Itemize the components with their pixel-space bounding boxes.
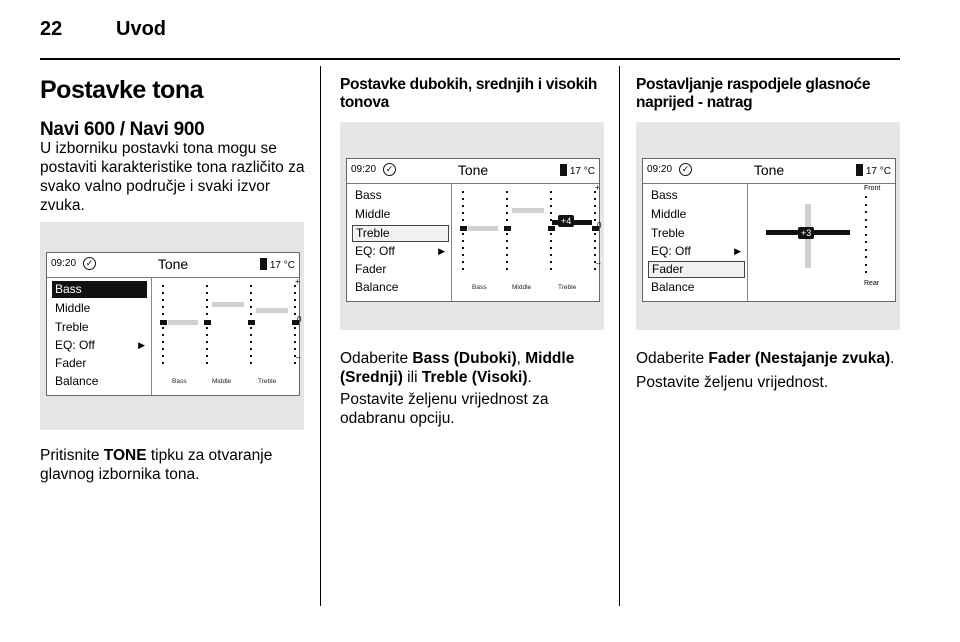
eq-label-middle: Middle (212, 378, 232, 385)
screen-topbar (643, 159, 895, 184)
eq-graph (152, 277, 302, 395)
fader-scale-dot (865, 271, 867, 273)
fader-scale-dot (865, 196, 867, 198)
eq-scale-dot (206, 334, 208, 336)
screen-temp: 17 °C (560, 164, 595, 177)
eq-scale-dot (550, 233, 552, 235)
menu-item-fader[interactable]: Fader (55, 356, 87, 370)
eq-bar-middle (512, 208, 544, 213)
screen-title: Tone (457, 162, 489, 178)
eq-scale-dot (594, 240, 596, 242)
eq-scale-dot (206, 292, 208, 294)
check-circle-icon: ✓ (83, 257, 96, 270)
page-title: Postavke tona (40, 76, 204, 104)
eq-scale-dot (294, 334, 296, 336)
eq-scale-dot (550, 268, 552, 270)
eq-scale-dot (594, 219, 596, 221)
eq-scale-dot (506, 233, 508, 235)
eq-scale-dot (462, 205, 464, 207)
section-title: Uvod (116, 18, 166, 40)
menu-item-balance[interactable]: Balance (355, 280, 399, 294)
col3-para-1: Odaberite Fader (Nestajanje zvuka). (636, 350, 895, 367)
fader-scale-dot (865, 241, 867, 243)
eq-scale-dot (462, 247, 464, 249)
column-divider-1 (320, 66, 321, 606)
col2-para-1: Odaberite Bass (Duboki), Middle (Srednji) ili Treble (Visoki). (340, 350, 575, 386)
eq-scale-dot (250, 348, 252, 350)
eq-center-marker (460, 226, 467, 231)
model-subtitle: Navi 600 / Navi 900 (40, 119, 205, 140)
eq-scale-dot (506, 191, 508, 193)
eq-scale-dot (550, 247, 552, 249)
eq-scale-dot (250, 355, 252, 357)
eq-scale-dot (506, 198, 508, 200)
eq-scale-dot (294, 299, 296, 301)
screen-title: Tone (157, 256, 189, 272)
tone-button-paragraph: Pritisnite TONE tipku za otvaranje glavnog izbornika tona. (40, 447, 273, 483)
eq-scale-dot (594, 205, 596, 207)
fader-scale-dot (865, 204, 867, 206)
eq-scale-dot (294, 348, 296, 350)
eq-scale-dot (162, 362, 164, 364)
fader-scale-dot (865, 234, 867, 236)
treble-screen (346, 158, 600, 302)
plus-label: + (295, 277, 300, 286)
zero-label: 0 (297, 315, 302, 324)
eq-scale-dot (594, 212, 596, 214)
eq-center-marker (160, 320, 167, 325)
fader-scale-dot (865, 211, 867, 213)
eq-scale-dot (206, 285, 208, 287)
right-arrow-icon: ▶ (734, 246, 741, 256)
eq-scale-dot (506, 240, 508, 242)
eq-scale-dot (294, 327, 296, 329)
eq-scale-dot (162, 341, 164, 343)
eq-scale-dot (550, 212, 552, 214)
eq-scale-dot (462, 268, 464, 270)
eq-scale-dot (550, 240, 552, 242)
eq-label-middle: Middle (512, 284, 532, 291)
eq-scale-dot (294, 292, 296, 294)
col2-heading: Postavke dubokih, srednjih i visokih tonova (340, 76, 598, 111)
treble-value-badge: +4 (558, 215, 574, 227)
zero-label: 0 (597, 221, 602, 230)
menu-item-middle[interactable]: Middle (651, 207, 687, 221)
eq-bar-treble (256, 308, 288, 313)
fader-screen (642, 158, 896, 302)
eq-scale-dot (550, 261, 552, 263)
menu-item-bass[interactable]: Bass (355, 188, 382, 202)
eq-scale-dot (162, 285, 164, 287)
col2-para-2: Postavite željenu vrijednost za odabranu opciju. (340, 391, 549, 427)
eq-label-treble: Treble (558, 284, 577, 291)
tone-menu (347, 184, 452, 301)
screen-temp: 17 °C (856, 164, 891, 177)
eq-scale-dot (206, 313, 208, 315)
eq-scale-dot (506, 268, 508, 270)
check-circle-icon: ✓ (679, 163, 692, 176)
eq-scale-dot (206, 355, 208, 357)
eq-scale-dot (162, 292, 164, 294)
intro-paragraph: U izborniku postavki tona mogu se postaviti karakteristike tona različito za svako valno područje i svaki izvor zvuka. (40, 140, 305, 214)
eq-scale-dot (294, 362, 296, 364)
eq-scale-dot (550, 198, 552, 200)
column-divider-2 (619, 66, 620, 606)
eq-scale-dot (594, 254, 596, 256)
fader-value-badge: +3 (798, 227, 814, 239)
eq-scale-dot (162, 355, 164, 357)
figure-treble (340, 122, 604, 330)
col3-para-2: Postavite željenu vrijednost. (636, 374, 829, 391)
thermometer-icon (560, 164, 567, 176)
check-circle-icon: ✓ (383, 163, 396, 176)
plus-label: + (595, 183, 600, 192)
screen-time: 09:20 (351, 164, 377, 175)
menu-item-balance[interactable]: Balance (55, 374, 99, 388)
eq-scale-dot (462, 254, 464, 256)
page-number: 22 (40, 18, 63, 40)
thermometer-icon (260, 258, 267, 270)
eq-scale-dot (206, 299, 208, 301)
eq-scale-dot (162, 313, 164, 315)
eq-scale-dot (294, 313, 296, 315)
fader-scale-dot (865, 264, 867, 266)
eq-bar-bass (168, 320, 198, 325)
menu-item-middle[interactable]: Middle (355, 207, 391, 221)
eq-scale-dot (294, 306, 296, 308)
eq-scale-dot (462, 261, 464, 263)
eq-scale-dot (462, 212, 464, 214)
eq-scale-dot (506, 261, 508, 263)
menu-item-bass[interactable]: Bass (52, 281, 147, 298)
eq-scale-dot (250, 362, 252, 364)
eq-scale-dot (294, 341, 296, 343)
menu-item-eq[interactable]: EQ: Off ▶ (651, 244, 741, 258)
eq-scale-dot (506, 254, 508, 256)
eq-scale-dot (594, 198, 596, 200)
eq-center-marker (204, 320, 211, 325)
screen-title: Tone (753, 162, 785, 178)
figure-tone-menu (40, 222, 304, 430)
eq-scale-dot (462, 240, 464, 242)
eq-scale-dot (506, 205, 508, 207)
figure-fader (636, 122, 900, 330)
eq-scale-dot (206, 341, 208, 343)
thermometer-icon (856, 164, 863, 176)
eq-center-marker (548, 226, 555, 231)
eq-center-marker (248, 320, 255, 325)
minus-label: – (596, 259, 601, 268)
fader-scale-dot (865, 249, 867, 251)
menu-item-treble[interactable]: Treble (55, 320, 89, 334)
eq-scale-dot (462, 191, 464, 193)
eq-scale-dot (250, 341, 252, 343)
fader-scale-dot (865, 256, 867, 258)
fader-scale-dot (865, 226, 867, 228)
eq-label-bass: Bass (172, 378, 187, 385)
right-arrow-icon: ▶ (138, 340, 145, 350)
menu-item-treble[interactable]: Treble (352, 225, 449, 242)
screen-time: 09:20 (647, 164, 673, 175)
fader-scale-dot (865, 219, 867, 221)
eq-scale-dot (162, 334, 164, 336)
menu-item-balance[interactable]: Balance (651, 280, 695, 294)
eq-scale-dot (506, 219, 508, 221)
eq-scale-dot (506, 212, 508, 214)
eq-scale-dot (162, 348, 164, 350)
eq-bar-bass (468, 226, 498, 231)
eq-scale-dot (550, 205, 552, 207)
eq-scale-dot (250, 327, 252, 329)
eq-label-bass: Bass (472, 284, 487, 291)
right-arrow-icon: ▶ (438, 246, 445, 256)
eq-scale-dot (250, 313, 252, 315)
eq-scale-dot (594, 247, 596, 249)
eq-scale-dot (162, 327, 164, 329)
menu-item-eq[interactable]: EQ: Off ▶ (355, 244, 445, 258)
eq-scale-dot (206, 362, 208, 364)
menu-item-bass[interactable]: Bass (651, 188, 678, 202)
fader-graph (748, 184, 895, 301)
minus-label: – (296, 353, 301, 362)
header-rule (40, 58, 900, 60)
tone-menu (643, 184, 748, 301)
eq-scale-dot (206, 348, 208, 350)
eq-graph (452, 183, 602, 301)
eq-scale-dot (506, 247, 508, 249)
screen-topbar (347, 159, 599, 184)
eq-center-marker (504, 226, 511, 231)
tone-menu (47, 278, 152, 395)
rear-label: Rear (864, 280, 880, 287)
screen-topbar (47, 253, 299, 278)
eq-bar-middle (212, 302, 244, 307)
eq-scale-dot (462, 198, 464, 200)
eq-scale-dot (462, 219, 464, 221)
eq-scale-dot (162, 306, 164, 308)
screen-temp: 17 °C (260, 258, 295, 271)
eq-scale-dot (462, 233, 464, 235)
eq-scale-dot (162, 299, 164, 301)
eq-scale-dot (206, 306, 208, 308)
eq-scale-dot (250, 292, 252, 294)
screen-time: 09:20 (51, 258, 77, 269)
front-label: Front (864, 185, 881, 192)
menu-item-treble[interactable]: Treble (651, 226, 685, 240)
eq-scale-dot (550, 254, 552, 256)
eq-label-treble: Treble (258, 378, 277, 385)
eq-scale-dot (250, 306, 252, 308)
menu-item-fader[interactable]: Fader (355, 262, 387, 276)
menu-item-middle[interactable]: Middle (55, 301, 91, 315)
eq-scale-dot (594, 233, 596, 235)
menu-item-fader[interactable]: Fader (648, 261, 745, 278)
eq-scale-dot (250, 285, 252, 287)
eq-scale-dot (250, 334, 252, 336)
menu-item-eq[interactable]: EQ: Off ▶ (55, 338, 145, 352)
tone-screen (46, 252, 300, 396)
eq-scale-dot (550, 191, 552, 193)
col3-heading: Postavljanje raspodjele glasnoće naprijed - natrag (636, 76, 871, 111)
eq-scale-dot (250, 299, 252, 301)
eq-scale-dot (206, 327, 208, 329)
eq-scale-dot (594, 268, 596, 270)
